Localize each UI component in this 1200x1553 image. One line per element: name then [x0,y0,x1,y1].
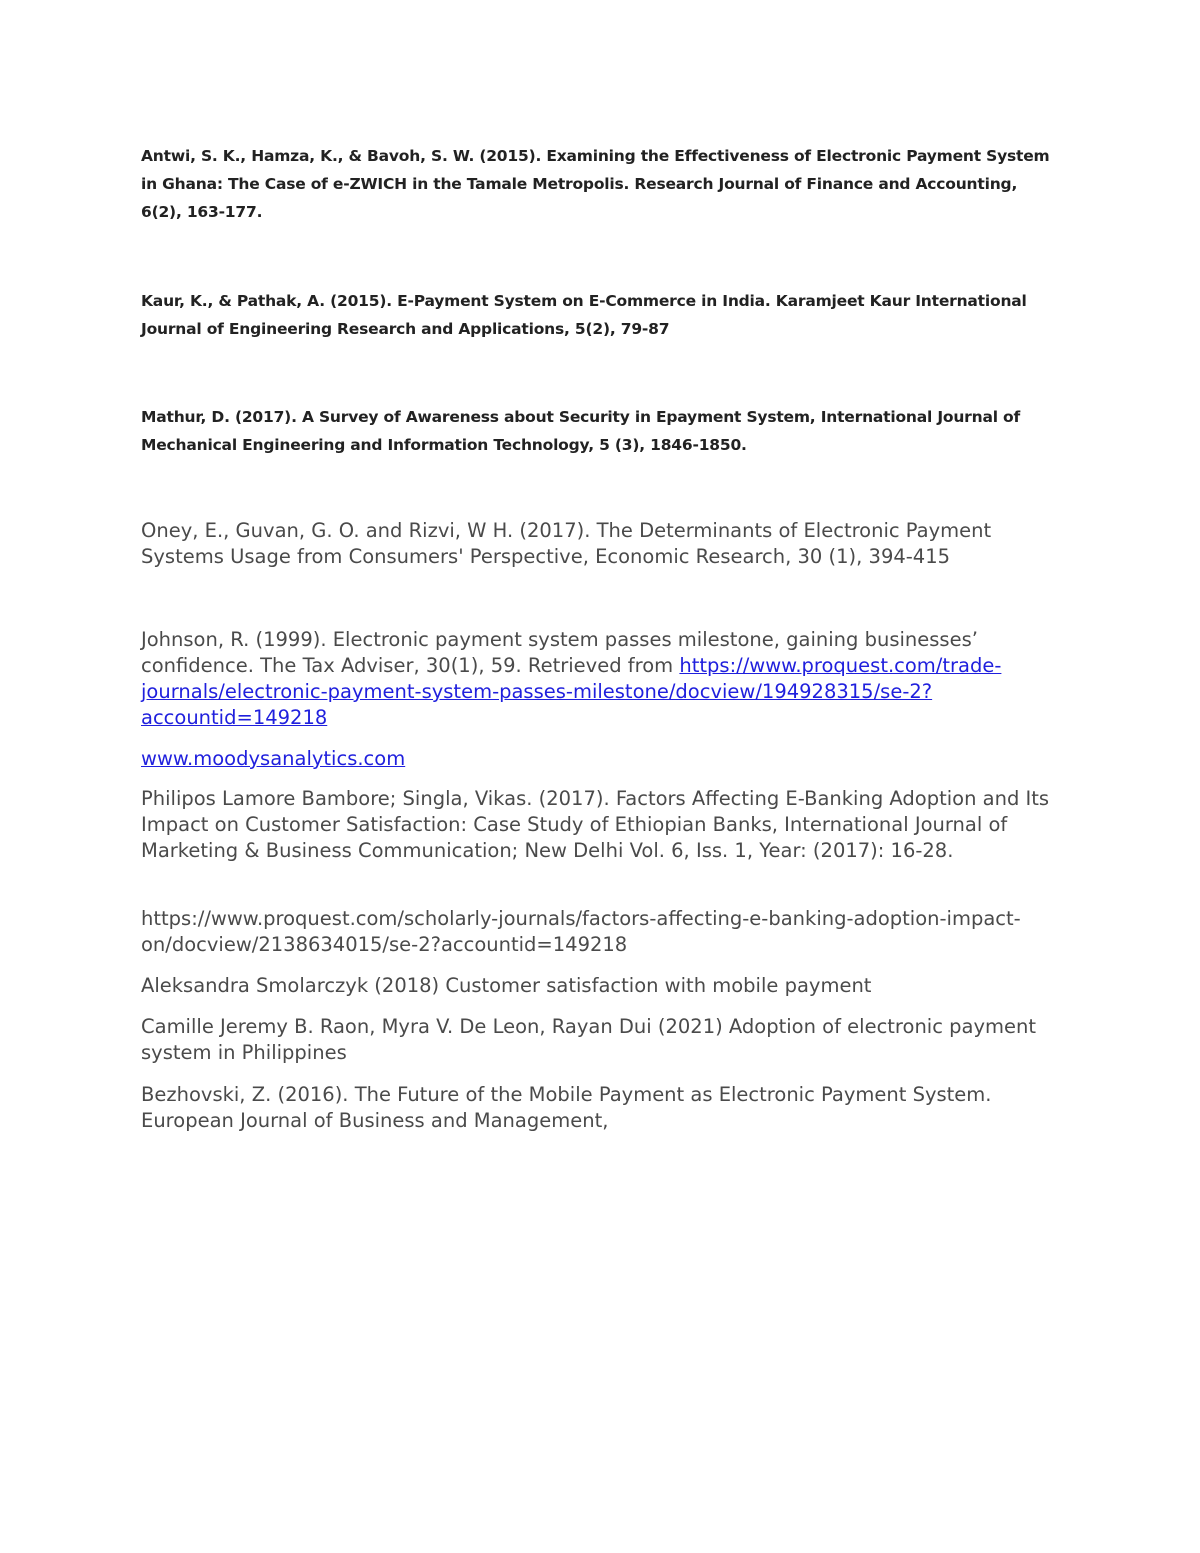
reference-text: Kaur, K., & Pathak, A. (2015). E-Payment System on E-Commerce in India. Karamjeet Kaur International Journal of Engineering Research and Applications, 5(2), 79-87 [141,292,1027,338]
reference-bezhovski-2016 [141,1082,1053,1134]
reference-text: Camille Jeremy B. Raon, Myra V. De Leon, Rayan Dui (2021) Adoption of electronic payment system in Philippines [141,1015,1037,1064]
proquest-trade-journal-link[interactable]: https://www.proquest.com/trade-journals/electronic-payment-system-passes-milestone/docview/194928315/se-2?accountid=149218 [141,654,1002,729]
reference-bambore-2017 [141,786,1053,864]
reference-moodys [141,746,1053,772]
reference-text: Philipos Lamore Bambore; Singla, Vikas. (2017). Factors Affecting E-Banking Adoption and Its Impact on Customer Satisfaction: Case Study of Ethiopian Banks, International Journal of Marketing & Business Communication; New Delhi Vol. 6, Iss. 1, Year: (2017): 16-28. [141,787,1050,862]
reference-text: Aleksandra Smolarczyk (2018) Customer satisfaction with mobile payment [141,974,872,997]
reference-text: Johnson, R. (1999). Electronic payment system passes milestone, gaining businesses’ confidence. The Tax Adviser, 30(1), 59. Retrieved from [141,628,978,677]
moodysanalytics-link[interactable]: www.moodysanalytics.com [141,747,406,770]
reference-text: Antwi, S. K., Hamza, K., & Bavoh, S. W. (2015). Examining the Effectiveness of Electronic Payment System in Ghana: The Case of e-ZWICH in the Tamale Metropolis. Research Journal of Finance and Accounting, 6(2), 163-177. [141,147,1050,221]
reference-mathur-2017 [141,403,1053,459]
reference-antwi-2015 [141,142,1053,226]
reference-kaur-2015 [141,287,1053,343]
reference-johnson-1999 [141,627,1053,731]
reference-text: Mathur, D. (2017). A Survey of Awareness about Security in Epayment System, International Journal of Mechanical Engineering and Information Technology, 5 (3), 1846-1850. [141,408,1021,454]
reference-smolarczyk-2018 [141,973,1053,999]
reference-raon-2021 [141,1014,1053,1066]
reference-text: https://www.proquest.com/scholarly-journals/factors-affecting-e-banking-adoption-impact-on/docview/2138634015/se-2?accountid=149218 [141,907,1021,956]
reference-text: Bezhovski, Z. (2016). The Future of the Mobile Payment as Electronic Payment System. European Journal of Business and Management, [141,1083,992,1132]
reference-oney-2017 [141,518,1053,570]
reference-text: Oney, E., Guvan, G. O. and Rizvi, W H. (2017). The Determinants of Electronic Payment Systems Usage from Consumers' Perspective, Economic Research, 30 (1), 394-415 [141,519,992,568]
reference-proquest-url [141,906,1053,958]
